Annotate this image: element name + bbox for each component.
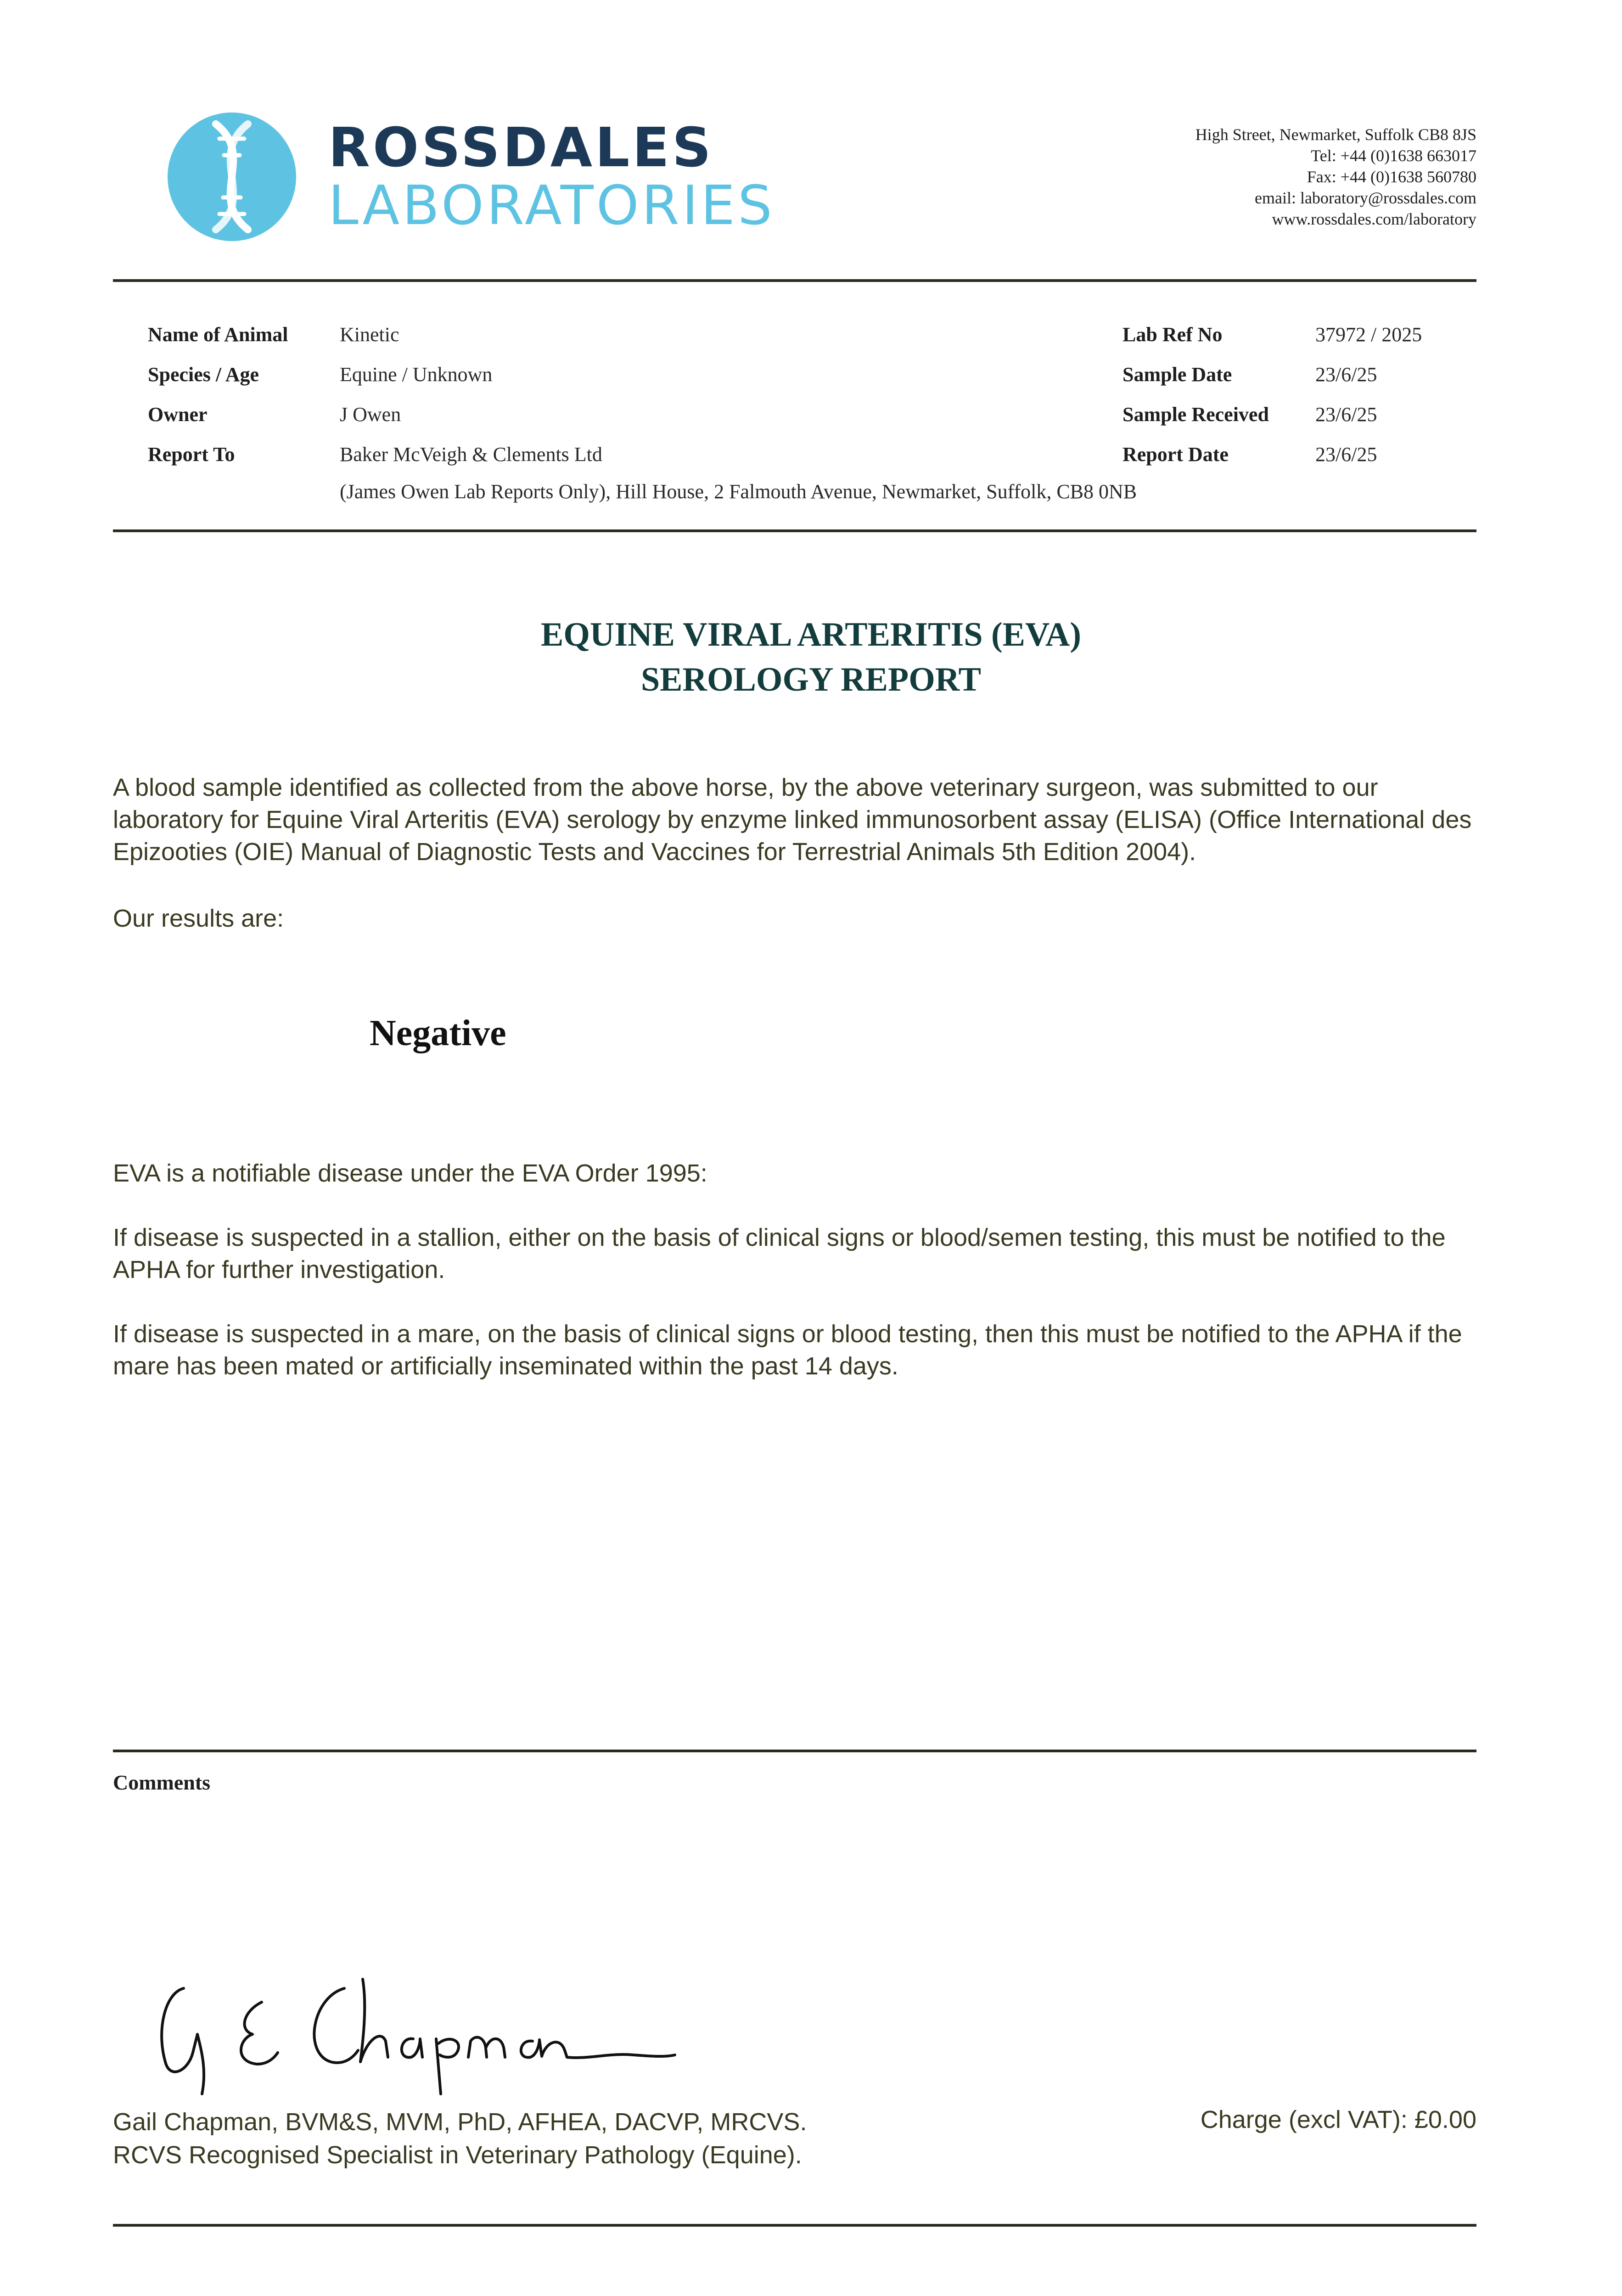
lab-ref-label: Lab Ref No: [1122, 323, 1223, 346]
contact-fax: Fax: +44 (0)1638 560780: [1307, 168, 1476, 186]
signer-title: RCVS Recognised Specialist in Veterinary Pathology (Equine).: [113, 2141, 802, 2169]
sample-received-label: Sample Received: [1122, 403, 1269, 426]
report-date-value: 23/6/25: [1315, 443, 1377, 466]
brand-name-line1: ROSSDALES: [328, 116, 714, 179]
species-age-value: Equine / Unknown: [340, 363, 493, 386]
test-result: Negative: [370, 1013, 506, 1053]
contact-website[interactable]: www.rossdales.com/laboratory: [1272, 210, 1476, 228]
sample-received-value: 23/6/25: [1315, 403, 1377, 426]
contact-address: High Street, Newmarket, Suffolk CB8 8JS: [1195, 125, 1476, 144]
name-of-animal-label: Name of Animal: [148, 323, 288, 346]
intro-paragraph: A blood sample identified as collected from the above horse, by the above veterinary surgeon, was submitted to our laboratory for Equine Viral Arteritis (EVA) serology by enzyme linked immunosorbent assay (ELISA) (Office International des Epizooties (OIE) Manual of Diagnostic Tests and Vaccines for Terrestrial Animals 5th Edition 2004).: [113, 774, 1472, 866]
lab-ref-value: 37972 / 2025: [1315, 323, 1422, 346]
contact-tel: Tel: +44 (0)1638 663017: [1311, 146, 1476, 165]
report-to-label: Report To: [148, 443, 235, 466]
report-title-line1: EQUINE VIRAL ARTERITIS (EVA): [541, 616, 1081, 653]
results-intro: Our results are:: [113, 905, 284, 932]
divider-details: [113, 529, 1476, 532]
signature-image: [147, 1961, 679, 2099]
brand-name-line2: LABORATORIES: [328, 174, 775, 237]
species-age-label: Species / Age: [148, 363, 259, 386]
comments-label: Comments: [113, 1771, 211, 1794]
dna-helix-icon: [165, 110, 298, 243]
signer-name: Gail Chapman, BVM&S, MVM, PhD, AFHEA, DACVP, MRCVS.: [113, 2108, 807, 2136]
owner-label: Owner: [148, 403, 208, 426]
notifiable-notice: EVA is a notifiable disease under the EVA Order 1995:: [113, 1159, 707, 1187]
report-to-value: Baker McVeigh & Clements Ltd: [340, 443, 602, 466]
signer-block: [113, 2105, 807, 2172]
charge-amount: Charge (excl VAT): £0.00: [1200, 2106, 1476, 2133]
owner-value: J Owen: [340, 403, 401, 426]
divider-top: [113, 279, 1476, 282]
divider-bottom: [113, 2224, 1476, 2227]
sample-date-label: Sample Date: [1122, 363, 1232, 386]
report-title-line2: SEROLOGY REPORT: [641, 661, 981, 698]
name-of-animal-value: Kinetic: [340, 323, 399, 346]
report-date-label: Report Date: [1122, 443, 1229, 466]
rossdales-logo: [165, 110, 836, 243]
stallion-paragraph: If disease is suspected in a stallion, either on the basis of clinical signs or blood/semen testing, this must be notified to the APHA for further investigation.: [113, 1224, 1446, 1283]
contact-block: [1195, 124, 1476, 230]
mare-paragraph: If disease is suspected in a mare, on the basis of clinical signs or blood testing, then this must be notified to the APHA if the mare has been mated or artificially inseminated within the past 14 days.: [113, 1320, 1462, 1380]
sample-date-value: 23/6/25: [1315, 363, 1377, 386]
report-to-address: (James Owen Lab Reports Only), Hill House, 2 Falmouth Avenue, Newmarket, Suffolk, CB8 0NB: [340, 480, 1137, 503]
divider-comments: [113, 1750, 1476, 1752]
contact-email[interactable]: email: laboratory@rossdales.com: [1254, 189, 1476, 207]
